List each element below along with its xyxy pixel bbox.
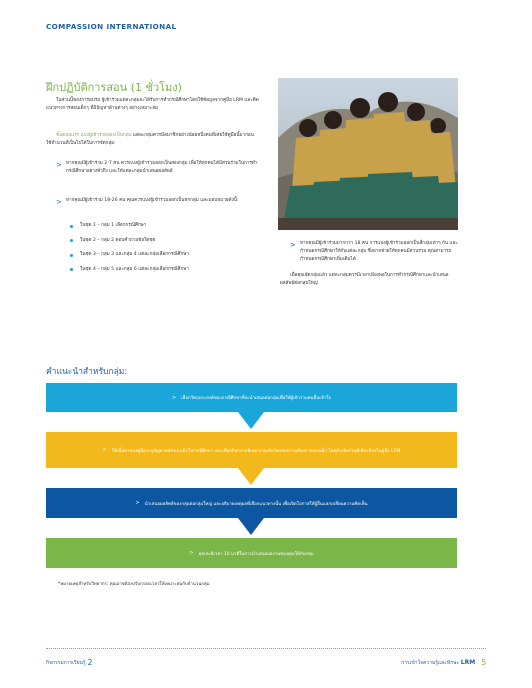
chevron-right-icon: >	[56, 161, 62, 169]
chevron-right-icon: >	[189, 550, 194, 556]
bullet-item: > หากคุณมีผู้เข้าร่วม 18-26 คน คุณควรแบ่งผู้เข้าร่วมออกเป็นหกกลุ่ม และมอบหมายดังนี้:	[56, 197, 262, 205]
bullet-list-2	[56, 197, 262, 205]
right-bullet-list	[290, 240, 460, 264]
dot-icon	[70, 239, 73, 242]
sub-bullet-item: ในชุด 2 – กลุ่ม 2 ตอบคำถามข้อใดชุด	[70, 237, 260, 252]
footer-lrm: LRM	[460, 659, 476, 666]
dot-icon	[70, 268, 73, 271]
bullet-item: > หากคุณมีผู้เข้าร่วมมากกว่า 18 คน การแบ่งผู้เข้าร่วมออกเป็นสี่กลุ่มเท่าๆ กัน และกำหนดกรณีศึกษาให้กับแต่ละกลุ่ม ซึ่งอาจช่วยให้ทุกคนมีส่วนร่วม คุณสามารถกำหนดกรณีศึกษาเพิ่มเติมได้	[290, 241, 458, 263]
chevron-right-icon: >	[135, 500, 140, 506]
step-2-arrow	[238, 468, 264, 485]
sub-bullet-list	[70, 222, 260, 280]
sub-bullet-item: ในชุด 4 – กลุ่ม 5 และกลุ่ม 6 แต่ละกลุ่มเลือกกรณีศึกษา	[70, 266, 260, 281]
sub-bullet-item: ในชุด 1 – กลุ่ม 1 เลือกกรณีศึกษา	[70, 222, 260, 237]
step-3-band: > นำเสนอผลลัพธ์ของกลุ่มต่อกลุ่มใหญ่ และอธิบายเหตุผลที่เลือกแนวทางนั้น เพื่อเปิดโอกาสให้ผู้อื่นแลกเปลี่ยนความคิดเห็น	[46, 488, 457, 518]
chevron-right-icon: >	[56, 198, 62, 206]
group-instructions-title: คำแนะนำสำหรับกลุ่ม:	[46, 367, 128, 377]
brand-header: COMPASSION INTERNATIONAL	[46, 22, 177, 31]
footer-left: กิจกรรมการเรียนรู้ 2	[46, 658, 93, 667]
chevron-right-icon: >	[102, 447, 107, 453]
step-4-band: > คุณจะมีเวลา 10 นาทีในการนำเสนอผลงานของคุณให้กับกลุ่ม	[46, 538, 457, 568]
grouping-rest: แต่ละกลุ่มควรมีสมาชิกอย่างน้อยหนึ่งคนที่เคยใช้คู่มือนี้มาก่อน ใช้จำนวนที่เป็นไปได้ในการจัดกลุ่ม:	[46, 133, 254, 147]
step-3-arrow	[238, 518, 264, 535]
section-title: ฝึกปฏิบัติการสอน (1 ชั่วโมง)	[46, 81, 182, 94]
step-1-arrow	[238, 412, 264, 429]
intro-paragraph: ในส่วนนี้ของการอบรม ผู้เข้าร่วมแต่ละกลุ่มจะได้รับการทำกรณีศึกษาโดยใช้ข้อมูลจากคู่มือ LRM และคิดแนวทางการสอนเด็กๆ ที่มีปัญหาด้านต่างๆ อย่างเหมาะสม	[46, 98, 259, 112]
grouping-highlight: ขั้นตอนแรก แบ่งผู้เข้าร่วมออกเป็นกลุ่ม	[56, 133, 132, 138]
bullet-item: > หากคุณมีผู้เข้าร่วม 2-7 คน ควรแบ่งผู้เข้าร่วมออกเป็นสองกลุ่ม เพื่อให้ทุกคนได้มีส่วนร่วมในการทำกรณีศึกษาอย่างทั่วถึง และให้แต่ละกลุ่มนำเสนอผลลัพธ์	[56, 161, 258, 175]
footnote: *หมายเหตุสำหรับวิทยากร: คุณอาจต้องปรับกรอบเวลาให้เหมาะสมกับจำนวนกลุ่ม	[58, 582, 210, 587]
grouping-paragraph	[46, 132, 260, 148]
closing-paragraph: เมื่อคุณจัดกลุ่มแล้ว แต่ละกลุ่มควรมีเวลาเพียงพอในการทำกรณีศึกษาและนำเสนอผลลัพธ์ต่อกลุ่มใหญ่	[280, 273, 449, 287]
sub-bullet-item: ในชุด 3 – กลุ่ม 3 และกลุ่ม 4 แต่ละกลุ่มเลือกกรณีศึกษา	[70, 251, 260, 266]
chevron-right-icon: >	[290, 241, 296, 249]
page-number: 5	[481, 658, 486, 667]
footer-divider	[46, 648, 486, 649]
bullet-list-1	[56, 160, 262, 176]
step-2-band: > ใช้เนื้อหาของคู่มือระบุปัญหาหลักของเด็กในกรณีศึกษา และเลือกกิจกรรมที่เหมาะสมกับวัยและความต้องการของเด็ก โดยอ้างอิงส่วนที่เกี่ยวข้องในคู่มือ LRM	[46, 432, 457, 468]
dot-icon	[70, 225, 73, 228]
footer-activity-number: 2	[87, 658, 93, 667]
children-photo	[278, 78, 458, 230]
dot-icon	[70, 254, 73, 257]
step-1-band: > เลือกวัตถุประสงค์ของกรณีศึกษาที่จะนำเสนอต่อกลุ่มเพื่อให้ผู้เข้าร่วมคนอื่นเข้าใจ	[46, 383, 457, 412]
chevron-right-icon: >	[171, 394, 177, 401]
footer-right: การเข้าใจความรู้และทักษะ LRM 5	[401, 658, 486, 667]
